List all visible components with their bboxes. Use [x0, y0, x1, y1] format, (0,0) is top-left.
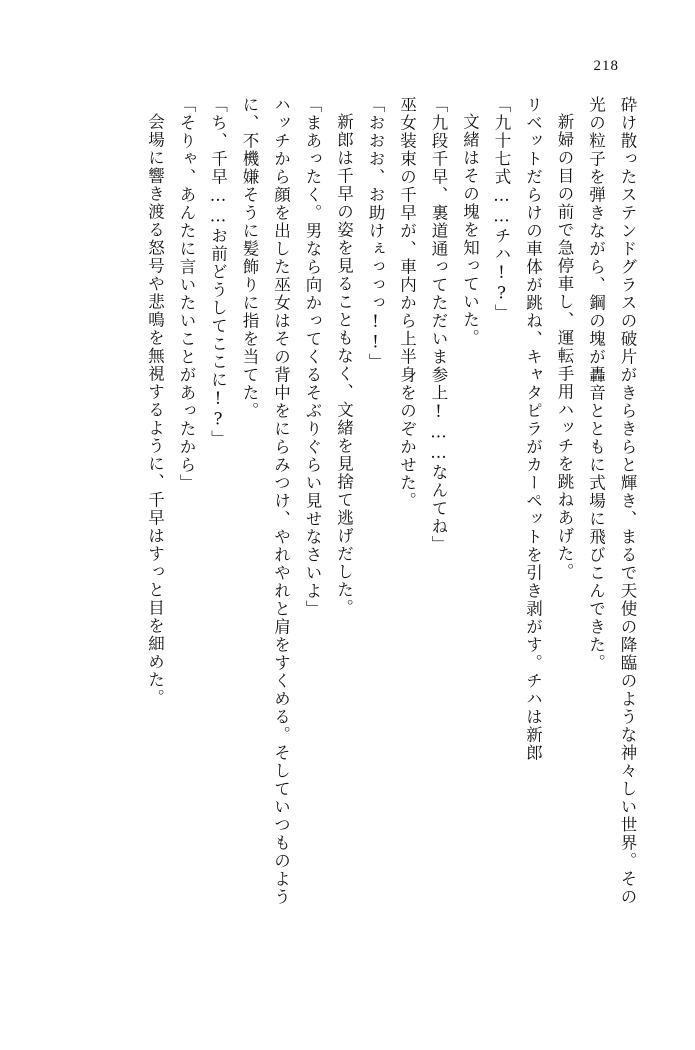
page-body-text — [52, 96, 643, 906]
paragraph: ハッチから顔を出した巫女はその背中をにらみつけ、やれやれと肩をすくめる。そしていつものように、不機嫌そうに髪飾りに指を当てた。 — [240, 96, 291, 906]
paragraph: 文緒はその塊を知っていた。 — [460, 113, 480, 347]
page-number: 218 — [593, 58, 619, 74]
paragraph: 「九十七式……チハ!?」 — [492, 96, 511, 322]
paragraph: 「まあったく。男なら向かってくるそぶりぐらい見せなさいよ」 — [303, 96, 322, 618]
paragraph: 「そりゃ、あんたに言いたいことがあったから」 — [177, 96, 196, 492]
paragraph: 新婦の目の前で急停車し、運転手用ハッチを跳ねあげた。 — [555, 113, 574, 581]
paragraph: 砕け散ったステンドグラスの破片がきらきらと輝き、まるで天使の降臨のような神々しい世界。その光の粒子を弾きながら、鋼の塊が轟音とともに式場に飛びこんできた。 — [586, 96, 637, 906]
paragraph: 「九段千早、裏道通ってただいま参上!……なんてね」 — [429, 96, 448, 554]
paragraph: 「ち、千早……お前どうしてここに!?」 — [208, 96, 228, 448]
paragraph: 会場に響き渡る怒号や悲鳴を無視するように、千早はすっと目を細めた。 — [145, 113, 165, 707]
paragraph: 「おおお、お助けぇっっっ!!」 — [366, 96, 385, 371]
paragraph: リベットだらけの車体が跳ね、キャタピラがカーペットを引き剥がす。チハは新郎 — [523, 96, 543, 762]
paragraph: 新郎は千早の姿を見ることもなく、文緒を見捨て逃げだした。 — [334, 113, 354, 617]
paragraph: 巫女装束の千早が、車内から上半身をのぞかせた。 — [397, 96, 417, 510]
